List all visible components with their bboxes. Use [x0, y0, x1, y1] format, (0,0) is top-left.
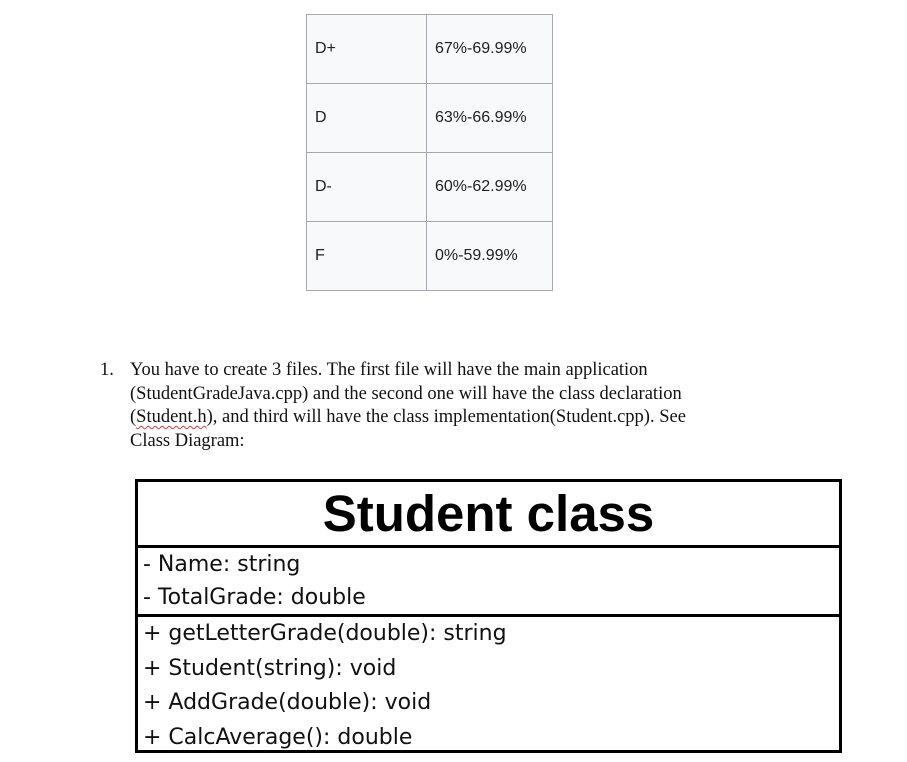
grade-range-cell: 0%-59.99% [427, 222, 553, 291]
grade-range-cell: 63%-66.99% [427, 84, 553, 153]
uml-attribute: - Name: string [143, 552, 301, 577]
list-number: 1. [100, 360, 114, 380]
uml-class-diagram [135, 479, 842, 753]
paren-text: ( [130, 407, 137, 427]
grade-letter-cell: D [307, 84, 427, 153]
instruction-item [100, 359, 790, 453]
uml-attributes-section [138, 548, 839, 617]
uml-method: + Student(string): void [143, 655, 397, 681]
grade-range-cell: 67%-69.99% [427, 15, 553, 84]
grade-table [306, 14, 553, 291]
grade-range-cell: 60%-62.99% [427, 153, 553, 222]
spellcheck-underlined-word: Student.h [136, 407, 207, 427]
grade-letter-cell: D+ [307, 15, 427, 84]
instruction-line [130, 406, 790, 430]
table-row [307, 222, 553, 291]
uml-attribute: - TotalGrade: double [143, 585, 366, 610]
table-row [307, 153, 553, 222]
uml-class-name: Student class [138, 482, 839, 548]
table-row [307, 15, 553, 84]
grade-letter-cell: F [307, 222, 427, 291]
uml-method: + AddGrade(double): void [143, 690, 432, 715]
instruction-line: (StudentGradeJava.cpp) and the second one will have the class declaration [130, 383, 682, 404]
instruction-line: Class Diagram: [130, 430, 245, 451]
instruction-line: You have to create 3 files. The first file will have the main application [130, 360, 648, 380]
table-row [307, 84, 553, 153]
uml-method: + CalcAverage(): double [143, 724, 413, 750]
instruction-text: ), and third will have the class implementation(Student.cpp). See [206, 407, 686, 427]
uml-method: + getLetterGrade(double): string [143, 621, 507, 646]
uml-methods-section [138, 617, 839, 755]
grade-letter-cell: D- [307, 153, 427, 222]
